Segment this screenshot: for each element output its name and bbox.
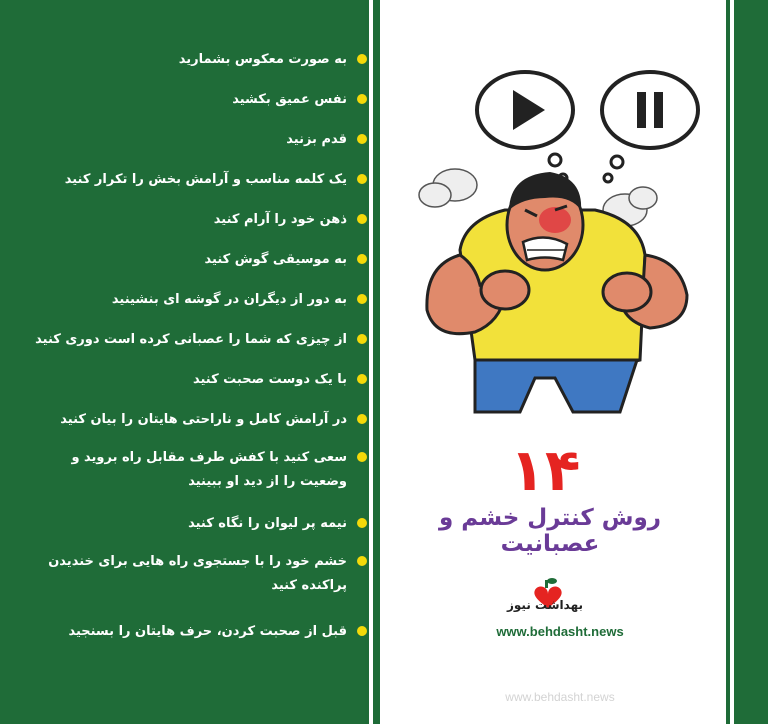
bullet-icon: [357, 174, 367, 184]
bullet-icon: [357, 452, 367, 462]
bullet-icon: [357, 94, 367, 104]
list-item: نفس عمیق بکشید: [35, 88, 365, 112]
bullet-icon: [357, 294, 367, 304]
list-item: قبل از صحبت کردن، حرف هایتان را بسنجید: [35, 620, 365, 644]
bullet-icon: [357, 626, 367, 636]
divider: [369, 0, 373, 724]
list-item: از چیزی که شما را عصبانی کرده است دوری کنید: [35, 328, 365, 352]
list-item: با یک دوست صحبت کنید: [35, 368, 365, 392]
website-link: www.behdasht.news: [496, 624, 624, 639]
bullet-icon: [357, 134, 367, 144]
list-item: به صورت معکوس بشمارید: [35, 48, 365, 72]
bullet-icon: [357, 334, 367, 344]
pause-icon: [602, 72, 698, 182]
bullet-icon: [357, 518, 367, 528]
list-item: نیمه پر لیوان را نگاه کنید: [35, 512, 365, 536]
bullet-icon: [357, 54, 367, 64]
bullet-icon: [357, 254, 367, 264]
list-item: ذهن خود را آرام کنید: [35, 208, 365, 232]
heart-logo-icon: [518, 572, 578, 622]
angry-man-illustration: [405, 60, 715, 420]
play-icon: [477, 72, 573, 182]
list-item: در آرامش کامل و ناراحتی هایتان را بیان کنید: [35, 408, 365, 432]
list-item: قدم بزنید: [35, 128, 365, 152]
list-item: به موسیقی گوش کنید: [35, 248, 365, 272]
page-title: روش کنترل خشم و عصبانیت: [438, 505, 662, 557]
watermark: www.behdasht.news: [505, 690, 615, 704]
bullet-icon: [357, 414, 367, 424]
list-item: به دور از دیگران در گوشه ای بنشینید: [35, 288, 365, 312]
list-item: یک کلمه مناسب و آرامش بخش را تکرار کنید: [35, 168, 365, 192]
right-green-strip: [734, 0, 768, 724]
tips-count: ۱۴: [509, 436, 581, 504]
bullet-icon: [357, 556, 367, 566]
bullet-icon: [357, 374, 367, 384]
list-item: خشم خود را با جستجوی راه هایی برای خندیدن پراکنده کنید: [35, 550, 365, 598]
bullet-icon: [357, 214, 367, 224]
list-item: سعی کنید با کفش طرف مقابل راه بروید و وضعیت را از دید او ببینید: [35, 446, 365, 494]
brand-name: بهداشت نیوز: [507, 598, 583, 612]
